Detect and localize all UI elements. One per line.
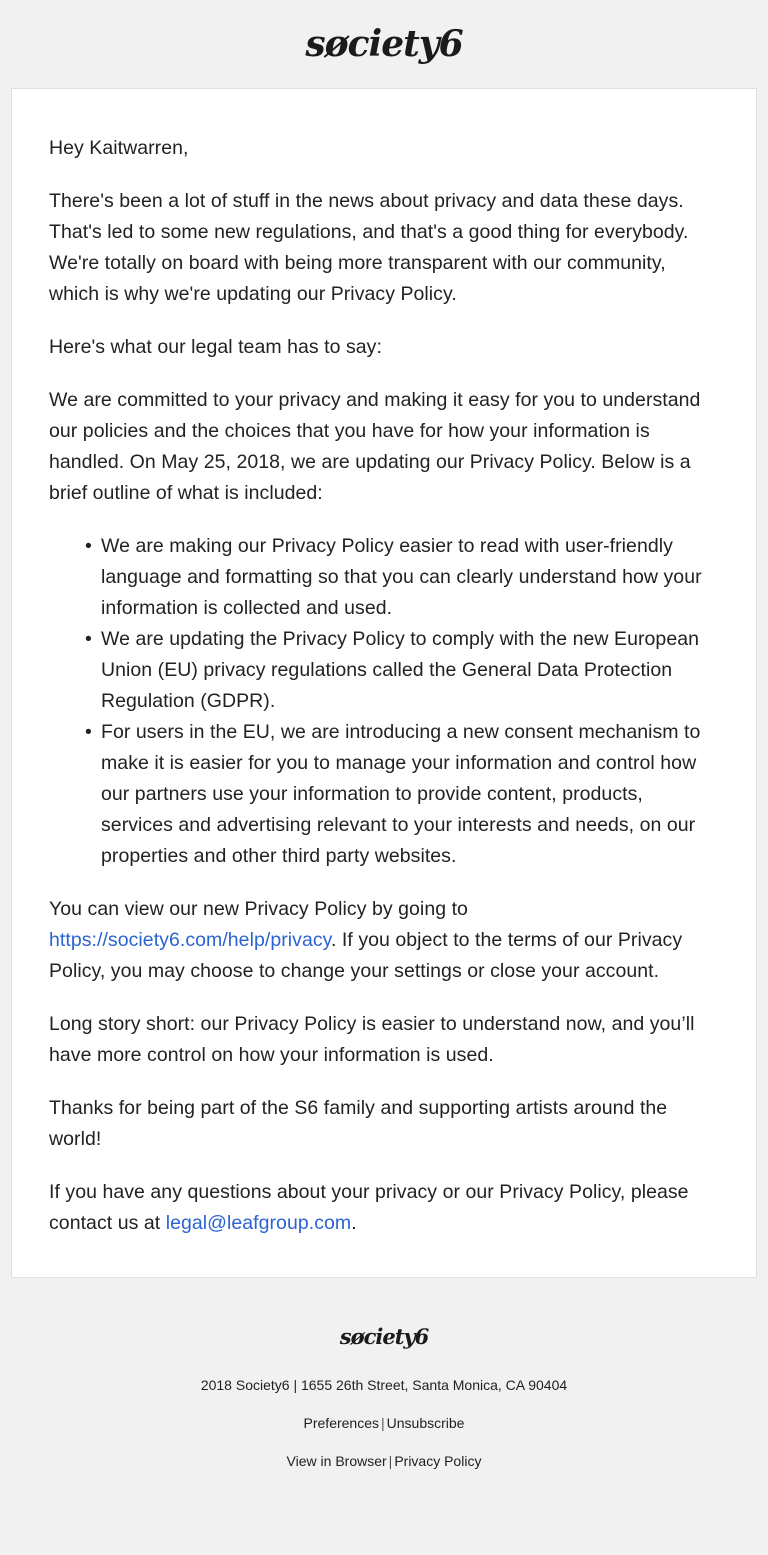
summary-paragraph: Long story short: our Privacy Policy is easier to understand now, and you’ll have more control on how your information is used. (49, 1013, 695, 1066)
society6-logo-footer: søciety6 (339, 1324, 429, 1349)
greeting-text: Hey Kaitwarren, (49, 137, 189, 159)
policy-link-prefix-text: You can view our new Privacy Policy by going to (49, 898, 468, 920)
policy-link-paragraph (49, 894, 719, 987)
contact-paragraph (49, 1177, 719, 1239)
preferences-link[interactable]: Preferences (303, 1415, 379, 1431)
view-in-browser-link[interactable]: View in Browser (286, 1453, 387, 1469)
list-item: • We are making our Privacy Policy easier to read with user-friendly language and formatting so that you can clearly understand how your information is collected and used. (85, 531, 719, 624)
footer-separator: | (388, 1453, 393, 1469)
intro-paragraph: There's been a lot of stuff in the news about privacy and data these days. That's led to some new regulations, and that's a good thing for everybody. We're totally on board with being more transparent with our community, which is why we're updating our Privacy Policy. (49, 190, 689, 305)
footer-logo-wrapper (0, 1324, 768, 1349)
legal-team-lead-in: Here's what our legal team has to say: (49, 336, 382, 358)
list-item: • For users in the EU, we are introducing a new consent mechanism to make it is easier for you to manage your information and control how our partners use your information to provide content, products, services and advertising relevant to your interests and needs, on our properties and other third party websites. (85, 717, 719, 872)
policy-changes-list (49, 531, 719, 872)
email-footer (0, 1278, 768, 1471)
society6-logo-header: søciety6 (305, 23, 463, 65)
email-body-card (11, 88, 757, 1278)
footer-address: 2018 Society6 | 1655 26th Street, Santa Monica, CA 90404 (200, 1377, 568, 1393)
list-item: • We are updating the Privacy Policy to comply with the new European Union (EU) privacy regulations called the General Data Protection Regulation (GDPR). (85, 624, 719, 717)
footer-separator: | (381, 1415, 385, 1431)
contact-prefix-text: If you have any questions about your privacy or our Privacy Policy, please contact us at (49, 1181, 689, 1234)
privacy-policy-link[interactable]: Privacy Policy (394, 1453, 482, 1469)
thanks-paragraph: Thanks for being part of the S6 family and supporting artists around the world! (49, 1097, 668, 1150)
commitment-paragraph: We are committed to your privacy and making it easy for you to understand our policies and the choices that you have for how your information is handled. On May 25, 2018, we are updating our Privacy Policy. Below is a brief outline of what is included: (49, 389, 701, 504)
email-header (0, 0, 768, 88)
privacy-policy-url-link[interactable]: https://society6.com/help/privacy (49, 929, 331, 951)
footer-links-row-2 (0, 1451, 768, 1471)
policy-link-suffix-text: . If you object to the terms of our Privacy Policy, you may choose to change your settings or close your account. (49, 929, 683, 982)
contact-suffix-text: . (351, 1212, 357, 1234)
footer-links-row-1 (0, 1413, 768, 1433)
unsubscribe-link[interactable]: Unsubscribe (386, 1415, 465, 1431)
legal-email-link[interactable]: legal@leafgroup.com (165, 1212, 352, 1234)
